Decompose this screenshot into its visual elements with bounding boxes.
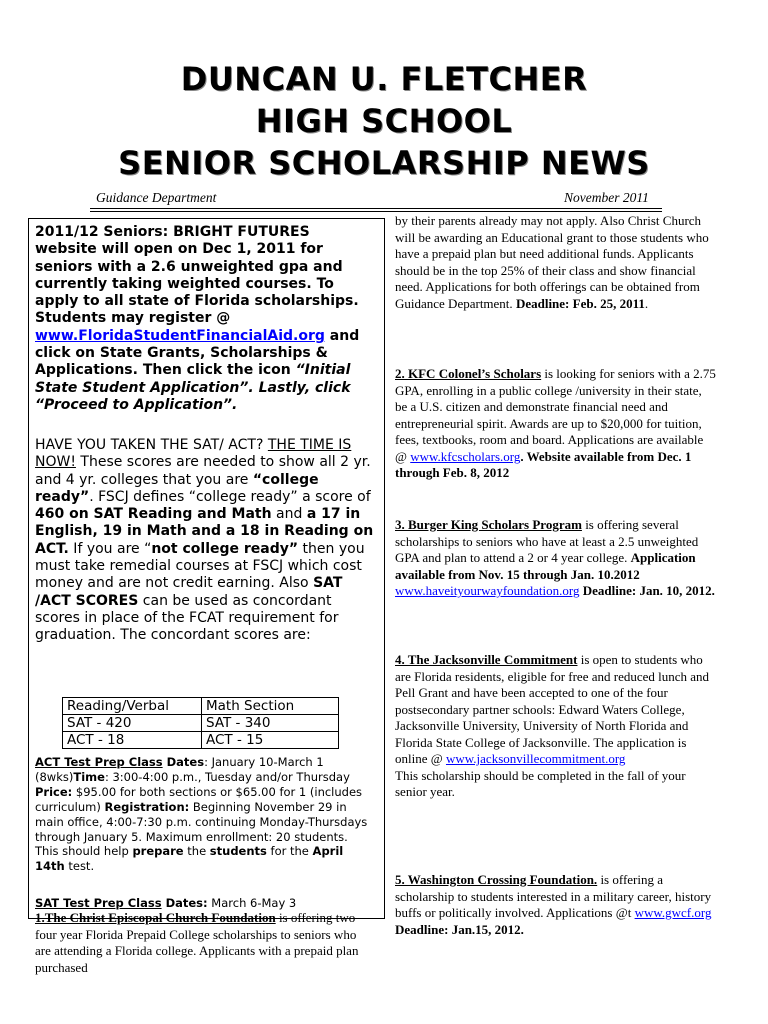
- act-time: : 3:00-4:00 p.m., Tuesday and/or Thursday: [104, 769, 350, 784]
- christ-continued-text: by their parents already may not apply. Also Christ Church will be awarding an Educational grant to those students who have a prepaid plan but need additional funds. Applicants should be in the top 25% of their class and show financial need. Applications for both offerings can be obtained from Guidance Department.: [395, 213, 709, 311]
- burger-king-deadline: Deadline: Jan. 10, 2012.: [579, 583, 715, 598]
- jacksonville-note: This scholarship should be completed in the fall of your senior year.: [395, 767, 686, 799]
- act-prep-class: [35, 755, 371, 874]
- bf-instructions: “Initial State Student Application”. Lastly, click “Proceed to Application”.: [35, 362, 351, 413]
- sat-college-ready: “college ready”: [35, 471, 319, 505]
- table-row: [63, 732, 339, 749]
- christ-deadline-dot: .: [644, 295, 649, 311]
- table-cell: SAT - 420: [63, 715, 202, 732]
- burger-king-text: is offering several scholarships to seniors who have at least a 2.5 unweighted GPA and plan to attend a 2 or 4 year college.: [395, 517, 699, 565]
- sat-score-460: 460 on SAT Reading and Math: [35, 506, 272, 523]
- sat-act-scores-label: SAT /ACT SCORES: [35, 575, 343, 609]
- florida-financial-aid-link[interactable]: www.FloridaStudentFinancialAid.org: [35, 327, 325, 344]
- header-rule-2: [90, 211, 662, 212]
- act-price: $95.00 for both sections or $65.00 for 1 (includes curriculum): [35, 784, 363, 814]
- table-header-math: Math Section: [202, 698, 339, 715]
- act-dates: : January 10-March 1 (8wks): [35, 755, 324, 784]
- table-cell: ACT - 15: [202, 732, 339, 749]
- act-april-date: April 14th: [35, 844, 344, 874]
- christ-church-text: is offering two four year Florida Prepaid College scholarships to seniors who are attending a Florida college. Applicants with a prepaid plan purchased: [35, 910, 359, 975]
- act-price-label: Price:: [35, 784, 73, 799]
- act-for: for the: [266, 844, 313, 859]
- concordant-scores-table: [62, 697, 339, 749]
- burger-king-availability: Application available from Nov. 15 through Jan. 10.2012: [395, 550, 696, 582]
- sat-prep-dates: March 6-May 3: [207, 896, 297, 910]
- bf-text-2: and click on State Grants, Scholarships & Applications. Then click the icon: [35, 327, 360, 379]
- act-the: the: [183, 844, 210, 859]
- act-scores: a 17 in English, 19 in Math and a 18 in Reading on ACT.: [35, 506, 374, 557]
- kfc-text: is looking for seniors with a 2.75 GPA, enrolling in a public college /university in their state, be a U.S. citizen and demonstrate financial need and entrepreneurial spirit. Awards are up to $20,000 for tuition, fees, textbooks, room and board. Applications are available @: [395, 366, 716, 464]
- kfc-title: 2. KFC Colonel’s Scholars: [395, 366, 542, 381]
- masthead-line-2: HIGH SCHOOL: [255, 102, 513, 140]
- jacksonville-text: is open to students who are Florida residents, eligible for free and reduced lunch and Pell Grant and have been accepted to one of the four postsecondary partner schools: Edward Waters College, Jacksonville University, University of North Florida and Florida State College of Jacksonville. The application is online @: [395, 652, 710, 766]
- sat-time-now: THE TIME IS NOW!: [35, 437, 352, 471]
- washington-crossing-title: 5. Washington Crossing Foundation.: [395, 872, 598, 887]
- act-registration-label: Registration:: [104, 799, 190, 814]
- kfc-scholarship: [395, 366, 717, 482]
- act-dates-label: Dates: [162, 755, 205, 769]
- table-row: [63, 715, 339, 732]
- sat-text-2: . FSCJ defines “college ready” a score of: [89, 488, 371, 505]
- table-cell: ACT - 18: [63, 732, 202, 749]
- washington-crossing-text: is offering a scholarship to students interested in a military career, history buffs or politically involved. Applications @t: [395, 872, 712, 920]
- masthead-line-3: SENIOR SCHOLARSHIP NEWS: [118, 144, 650, 182]
- sat-text-1: These scores are needed to show all 2 yr. and 4 yr. colleges that you are: [35, 454, 371, 488]
- act-end: test.: [64, 859, 95, 874]
- sat-text-3: and: [271, 506, 307, 523]
- washington-crossing-scholarship: [395, 872, 717, 938]
- issue-date: November 2011: [564, 190, 649, 205]
- act-students: students: [209, 844, 267, 859]
- jacksonville-commitment: [395, 652, 717, 801]
- table-header-reading: Reading/Verbal: [63, 698, 202, 715]
- sat-question: HAVE YOU TAKEN THE SAT/ ACT?: [35, 437, 268, 453]
- sat-prep-dates-label: Dates:: [161, 896, 208, 910]
- burger-king-scholarship: [395, 517, 717, 600]
- table-cell: SAT - 340: [202, 715, 339, 732]
- sat-text-4: If you are “: [68, 540, 152, 557]
- table-row: [63, 698, 339, 715]
- act-prepare: prepare: [132, 844, 184, 859]
- header-rule: [90, 208, 662, 209]
- washington-crossing-deadline: Deadline: Jan.15, 2012.: [395, 921, 524, 937]
- kfc-link[interactable]: www.kfcscholars.org: [410, 448, 521, 464]
- sat-act-notice: [35, 437, 375, 645]
- kfc-availability: . Website available from Dec. 1 through Feb. 8, 2012: [395, 448, 692, 480]
- christ-church-title: 1.The Christ Episcopal Church Foundation: [35, 910, 276, 925]
- masthead-line-1: DUNCAN U. FLETCHER: [180, 60, 588, 98]
- sat-text-5: then you must take remedial courses at FSCJ which cost money and are not credit earning. Also: [35, 540, 365, 592]
- masthead: [0, 58, 768, 184]
- burger-king-link[interactable]: www.haveityourwayfoundation.org: [395, 583, 580, 598]
- sat-prep-title: SAT Test Prep Class: [35, 896, 162, 910]
- act-time-label: Time: [73, 769, 105, 784]
- bright-futures-notice: [35, 224, 375, 414]
- bf-text-1: 2011/12 Seniors: BRIGHT FUTURES website will open on Dec 1, 2011 for seniors with a 2.6 unweighted gpa and currently taking weighted courses. To apply to all state of Florida scholarships. Students may register @: [35, 224, 359, 327]
- act-registration: Beginning November 29 in main office, 4:00-7:30 p.m. continuing Monday-Thursdays through January 5. Maximum enrollment: 20 students. This should help: [35, 799, 368, 859]
- department-label: Guidance Department: [96, 190, 217, 205]
- christ-church-scholarship: [35, 910, 375, 976]
- jacksonville-title: 4. The Jacksonville Commitment: [395, 652, 578, 667]
- burger-king-title: 3. Burger King Scholars Program: [395, 517, 582, 532]
- christ-deadline: Deadline: Feb. 25, 2011: [515, 295, 645, 311]
- sat-not-ready: not college ready”: [151, 540, 299, 557]
- sat-prep-class: [35, 896, 371, 911]
- christ-church-continued: [395, 213, 717, 312]
- washington-crossing-link[interactable]: www.gwcf.org: [634, 905, 712, 920]
- sat-text-6: can be used as concordant scores in place of the FCAT requirement for graduation. The concordant scores are:: [35, 592, 339, 644]
- act-prep-title: ACT Test Prep Class: [35, 755, 163, 769]
- jacksonville-link[interactable]: www.jacksonvillecommitment.org: [445, 751, 626, 766]
